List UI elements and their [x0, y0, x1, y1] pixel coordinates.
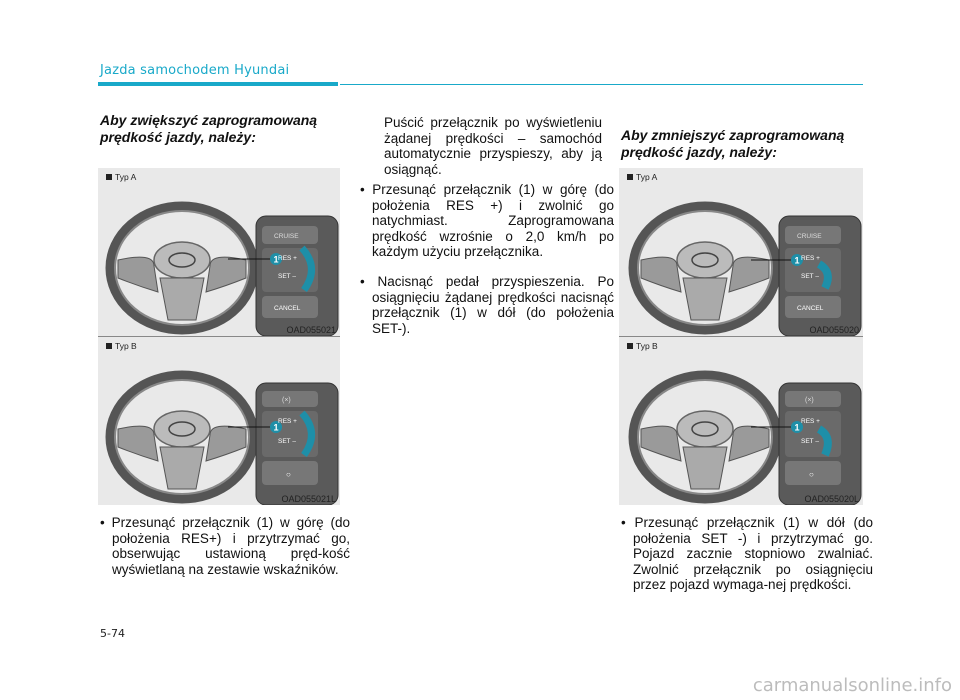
figure-code: OAD055020L: [804, 494, 859, 504]
section-title: Jazda samochodem Hyundai: [100, 63, 290, 78]
figure-code: OAD055021L: [281, 494, 336, 504]
svg-text:CRUISE: CRUISE: [797, 233, 822, 240]
svg-text:○: ○: [286, 470, 291, 479]
decrease-speed-heading: Aby zmniejszyć zaprogramowaną prędkość jazdy, należy:: [621, 127, 845, 160]
steering-wheel-illustration: [98, 168, 340, 336]
svg-text:1: 1: [273, 422, 279, 433]
svg-text:RES +: RES +: [278, 255, 297, 262]
figure-code: OAD055020: [809, 325, 859, 335]
svg-text:(×): (×): [805, 397, 814, 404]
svg-text:(×): (×): [282, 397, 291, 404]
figure-increase-typ-b: [98, 337, 340, 505]
decrease-bullet: • Przesunąć przełącznik (1) w dół (do położenia SET -) i przytrzymać go. Pojazd zacznie stopniowo zwalniać. Zwolnić przełącznik po osiągnięciu przez pojazd wymaga-nej prędkości.: [621, 515, 874, 592]
header-rule-thin: [340, 84, 863, 85]
steering-wheel-illustration: [619, 168, 863, 336]
steering-wheel-illustration: [619, 337, 863, 505]
svg-text:SET –: SET –: [278, 438, 296, 445]
watermark: carmanualsonline.info: [752, 675, 952, 696]
figure-type-label: Typ A: [106, 172, 136, 182]
svg-text:RES +: RES +: [278, 418, 297, 425]
page-number: 5-74: [100, 627, 125, 640]
svg-text:SET –: SET –: [278, 273, 296, 280]
svg-text:○: ○: [809, 470, 814, 479]
figure-type-label: Typ B: [106, 341, 137, 351]
figure-code: OAD055021: [286, 325, 336, 335]
svg-text:1: 1: [794, 422, 800, 433]
middle-bullet-1: • Przesunąć przełącznik (1) w górę (do położenia RES +) i zwolnić go natychmiast. Zaprogramowana prędkość wzrośnie o 2,0 km/h po każdym użyciu przełącznika.: [360, 182, 615, 259]
middle-bullet-2: • Nacisnąć pedał przyspieszenia. Po osiągnięciu żądanej prędkości nacisnąć przełącznik (1) w dół (do położenia SET-).: [360, 274, 614, 336]
svg-text:RES +: RES +: [801, 418, 820, 425]
figure-decrease-typ-a: [619, 168, 863, 336]
svg-text:RES +: RES +: [801, 255, 820, 262]
svg-text:CANCEL: CANCEL: [797, 305, 824, 312]
figure-type-label: Typ B: [627, 341, 658, 351]
figure-decrease-typ-b: [619, 337, 863, 505]
svg-text:CRUISE: CRUISE: [274, 233, 299, 240]
steering-wheel-illustration: [98, 337, 340, 505]
svg-text:1: 1: [273, 254, 279, 265]
svg-text:CANCEL: CANCEL: [274, 305, 301, 312]
svg-text:SET –: SET –: [801, 438, 819, 445]
header-rule-thick: [98, 82, 338, 86]
release-switch-text: Puścić przełącznik po wyświetleniu żądanej prędkości – samochód automatycznie przyspieszy, aby ją osiągnąć.: [384, 115, 602, 177]
increase-speed-heading: Aby zwiększyć zaprogramowaną prędkość jazdy, należy:: [100, 112, 318, 145]
svg-text:1: 1: [794, 255, 800, 266]
increase-bullet: • Przesunąć przełącznik (1) w górę (do położenia RES+) i przytrzymać go, obserwując ustawioną pręd-kość wyświetlaną na zestawie wskaźników.: [100, 515, 350, 577]
svg-text:SET –: SET –: [801, 273, 819, 280]
figure-increase-typ-a: [98, 168, 340, 336]
figure-type-label: Typ A: [627, 172, 657, 182]
